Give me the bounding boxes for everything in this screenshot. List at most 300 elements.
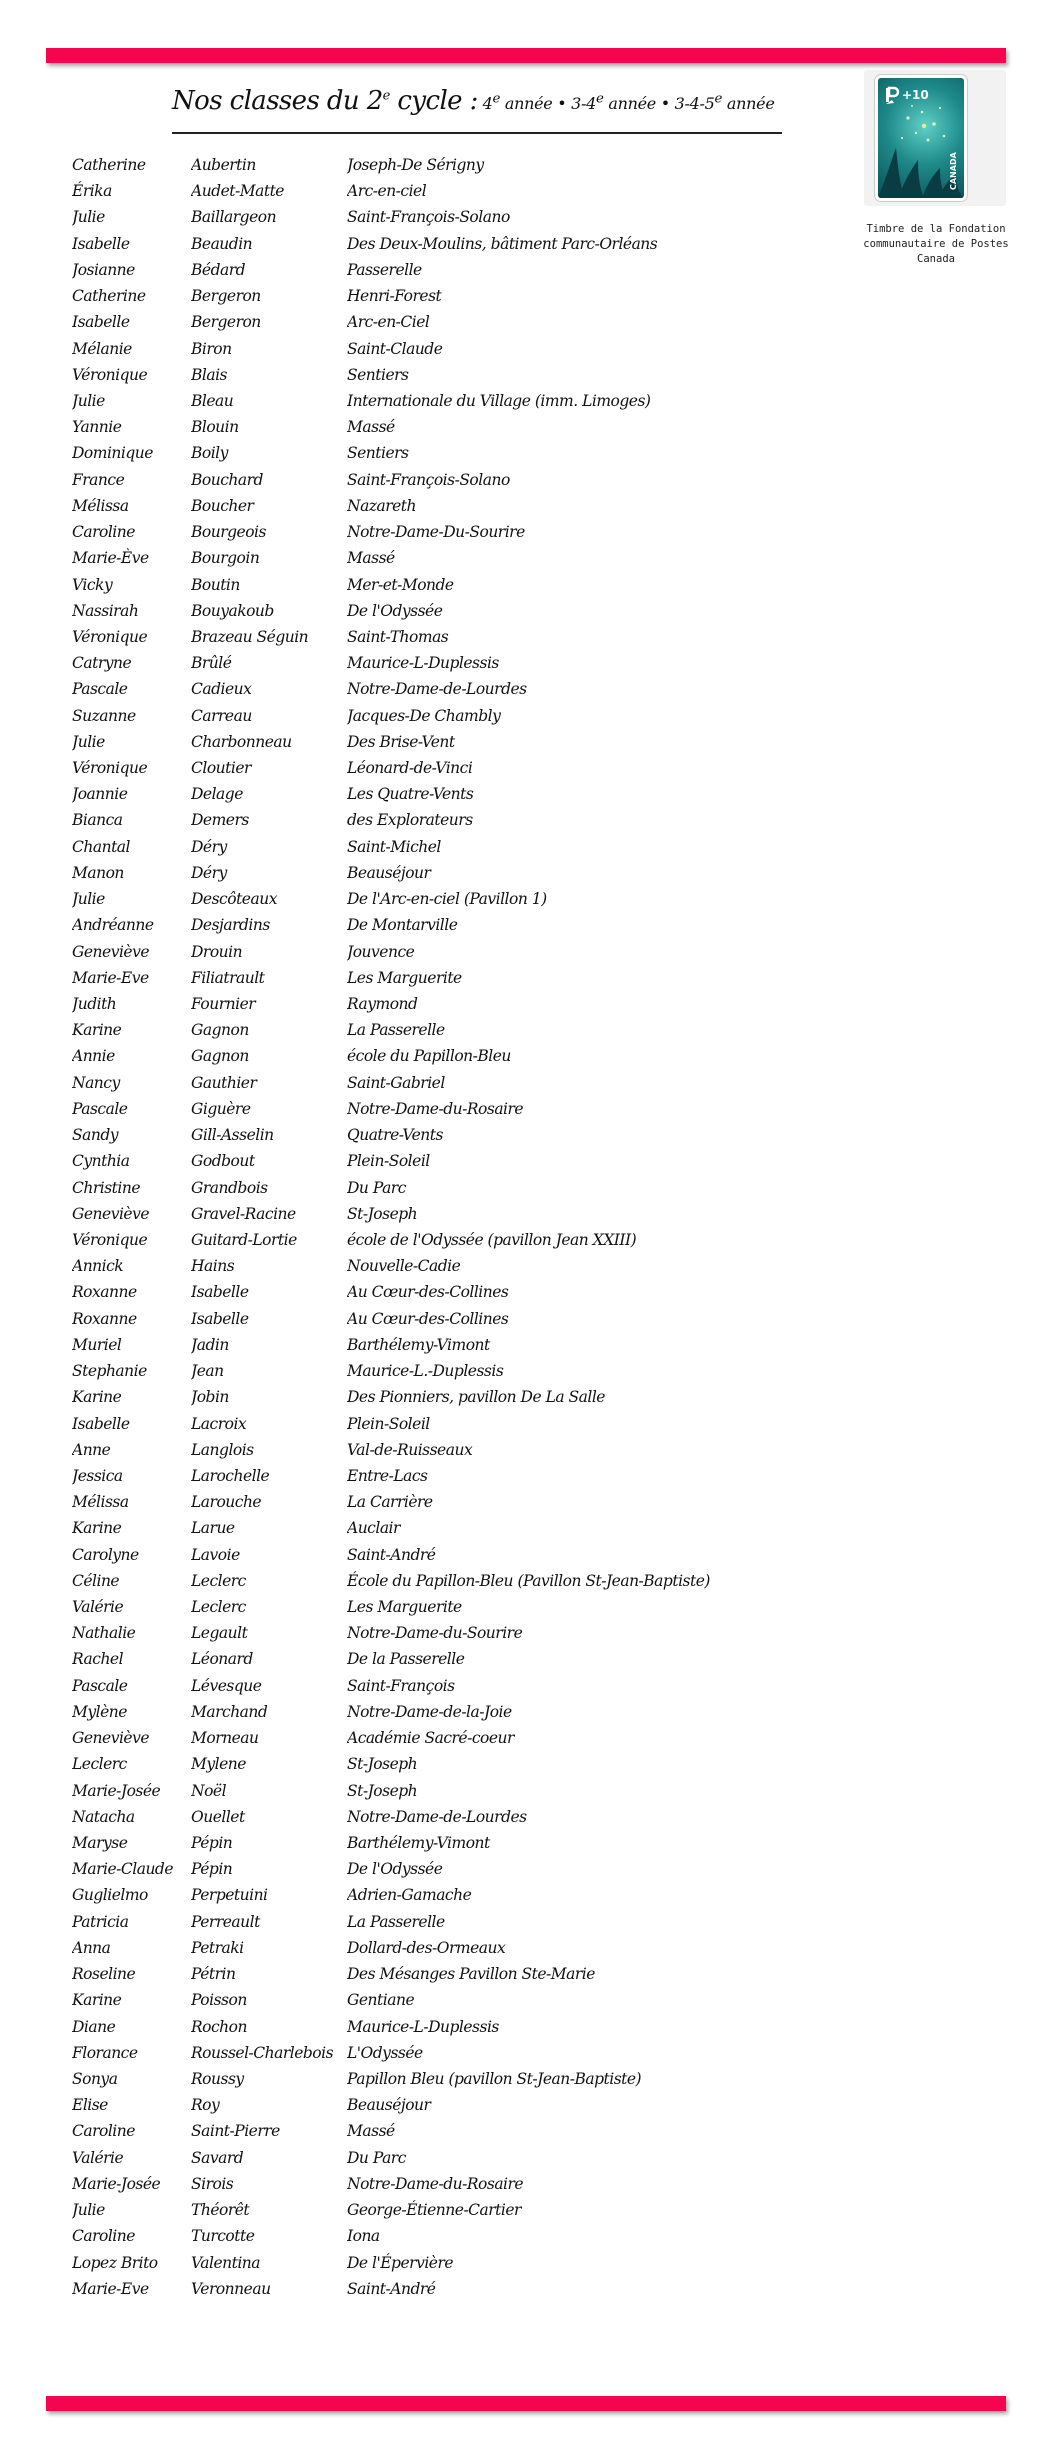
teacher-school: École du Papillon-Bleu (Pavillon St-Jean-Baptiste) [347, 1571, 710, 1590]
teacher-last-name: Brazeau Séguin [191, 627, 309, 646]
teacher-last-name: Bourgeois [191, 523, 266, 542]
teacher-row [72, 912, 832, 938]
teacher-row [72, 2118, 832, 2144]
teacher-school: Maurice-L-Duplessis [347, 2017, 499, 2036]
teacher-last-name: Larue [191, 1519, 235, 1538]
teacher-school: Henri-Forest [347, 287, 442, 306]
teacher-first-name: Karine [72, 1519, 122, 1538]
teacher-row [72, 1673, 832, 1699]
teacher-row [72, 650, 832, 676]
teacher-row [72, 362, 832, 388]
teacher-last-name: Desjardins [191, 916, 270, 935]
teacher-last-name: Boily [191, 444, 228, 463]
teacher-last-name: Charbonneau [191, 732, 292, 751]
bottom-accent-bar [46, 2396, 1006, 2411]
teacher-row [72, 1489, 832, 1515]
teacher-school: La Carrière [347, 1493, 433, 1512]
teacher-last-name: Poisson [191, 1991, 247, 2010]
teacher-last-name: Guitard-Lortie [191, 1230, 297, 1249]
teacher-school: Iona [347, 2227, 380, 2246]
teacher-first-name: Anne [72, 1440, 111, 1459]
teacher-last-name: Blais [191, 365, 228, 384]
teacher-first-name: Sandy [72, 1126, 119, 1145]
teacher-last-name: Pépin [191, 1860, 233, 1879]
teacher-last-name: Roussel-Charlebois [191, 2043, 334, 2062]
teacher-first-name: France [72, 470, 125, 489]
teacher-school: Val-de-Ruisseaux [347, 1440, 473, 1459]
teacher-last-name: Bédard [191, 260, 246, 279]
teacher-school: De l'Épervière [347, 2253, 454, 2272]
teacher-last-name: Aubertin [191, 156, 256, 174]
teacher-last-name: Rochon [191, 2017, 247, 2036]
teacher-list [72, 152, 832, 2302]
teacher-first-name: Caroline [72, 523, 135, 542]
teacher-row [72, 1568, 832, 1594]
teacher-last-name: Marchand [191, 1702, 268, 1721]
teacher-row [72, 1646, 832, 1672]
teacher-first-name: Guglielmo [72, 1886, 148, 1905]
teacher-school: Notre-Dame-du-Sourire [347, 1624, 523, 1643]
teacher-last-name: Roy [191, 2096, 220, 2115]
teacher-school: Plein-Soleil [347, 1152, 430, 1171]
teacher-last-name: Pétrin [191, 1965, 236, 1984]
teacher-row [72, 807, 832, 833]
teacher-row [72, 1987, 832, 2013]
teacher-school: Maurice-L.-Duplessis [347, 1362, 504, 1381]
teacher-row [72, 834, 832, 860]
teacher-first-name: Julie [72, 732, 105, 751]
teacher-last-name: Bourgoin [191, 549, 260, 568]
teacher-first-name: Maryse [72, 1834, 128, 1852]
teacher-row [72, 1856, 832, 1882]
postage-stamp [864, 70, 1006, 206]
teacher-first-name: Florance [72, 2043, 138, 2062]
teacher-school: Du Parc [347, 2148, 406, 2167]
teacher-school: St-Joseph [347, 1781, 418, 1800]
teacher-last-name: Gravel-Racine [191, 1204, 296, 1223]
teacher-last-name: Cadieux [191, 680, 252, 699]
teacher-row [72, 204, 832, 230]
teacher-first-name: Caroline [72, 2227, 135, 2246]
teacher-school: Des Deux-Moulins, bâtiment Parc-Orléans [347, 234, 658, 253]
teacher-first-name: Karine [72, 1388, 122, 1407]
teacher-last-name: Brûlé [191, 654, 232, 673]
teacher-first-name: Jessica [72, 1466, 123, 1485]
teacher-row [72, 1515, 832, 1541]
teacher-school: Beauséjour [347, 2096, 431, 2115]
teacher-first-name: Véronique [72, 365, 148, 384]
teacher-row [72, 729, 832, 755]
teacher-first-name: Marie-Josée [72, 1781, 161, 1800]
teacher-row [72, 1411, 832, 1437]
teacher-first-name: Karine [72, 1021, 122, 1040]
teacher-row [72, 676, 832, 702]
teacher-last-name: Cloutier [191, 759, 251, 778]
teacher-school: St-Joseph [347, 1755, 418, 1774]
teacher-first-name: Christine [72, 1178, 141, 1197]
teacher-row [72, 2197, 832, 2223]
teacher-first-name: Nathalie [72, 1624, 136, 1643]
teacher-school: De la Passerelle [347, 1650, 465, 1669]
teacher-row [72, 2276, 832, 2302]
teacher-row [72, 1935, 832, 1961]
teacher-last-name: Leclerc [191, 1571, 246, 1590]
teacher-row [72, 1699, 832, 1725]
teacher-row [72, 283, 832, 309]
teacher-school: Notre-Dame-du-Rosaire [347, 1099, 524, 1118]
teacher-school: Au Cœur-des-Collines [347, 1309, 509, 1328]
teacher-school: Des Mésanges Pavillon Ste-Marie [347, 1965, 595, 1984]
teacher-last-name: Hains [191, 1257, 235, 1276]
teacher-first-name: Chantal [72, 837, 130, 856]
teacher-school: Barthélemy-Vimont [347, 1335, 490, 1354]
teacher-last-name: Grandbois [191, 1178, 268, 1197]
teacher-first-name: Catherine [72, 287, 146, 306]
teacher-school: Saint-André [347, 1545, 436, 1564]
teacher-row [72, 2223, 832, 2249]
teacher-first-name: Isabelle [72, 1414, 130, 1433]
teacher-last-name: Filiatrault [191, 968, 265, 987]
teacher-school: Notre-Dame-du-Rosaire [347, 2174, 524, 2193]
teacher-last-name: Perreault [191, 1912, 260, 1931]
teacher-row [72, 1830, 832, 1856]
teacher-last-name: Bouchard [191, 470, 263, 489]
teacher-row [72, 1463, 832, 1489]
teacher-last-name: Pépin [191, 1834, 233, 1852]
teacher-school: Nouvelle-Cadie [347, 1257, 461, 1276]
teacher-last-name: Déry [191, 863, 227, 882]
teacher-row [72, 1201, 832, 1227]
teacher-school: Saint-Claude [347, 339, 443, 358]
teacher-first-name: Yannie [72, 418, 122, 437]
teacher-row [72, 991, 832, 1017]
teacher-school: école du Papillon-Bleu [347, 1047, 511, 1066]
teacher-school: Entre-Lacs [347, 1466, 428, 1485]
teacher-row [72, 545, 832, 571]
teacher-last-name: Sirois [191, 2174, 234, 2193]
teacher-school: L'Odyssée [347, 2043, 423, 2062]
teacher-row [72, 598, 832, 624]
teacher-last-name: Godbout [191, 1152, 255, 1171]
teacher-first-name: Geneviève [72, 1729, 150, 1748]
teacher-first-name: Marie-Eve [72, 2279, 149, 2298]
teacher-row [72, 1017, 832, 1043]
teacher-school: Mer-et-Monde [347, 575, 454, 594]
teacher-last-name: Lavoie [191, 1545, 240, 1564]
teacher-first-name: Lopez Brito [72, 2253, 158, 2272]
teacher-school: Notre-Dame-de-Lourdes [347, 1807, 527, 1826]
teacher-first-name: Geneviève [72, 942, 150, 961]
teacher-last-name: Savard [191, 2148, 244, 2167]
teacher-first-name: Bianca [72, 811, 123, 830]
teacher-row [72, 493, 832, 519]
teacher-school: Du Parc [347, 1178, 406, 1197]
teacher-first-name: Roseline [72, 1965, 136, 1984]
teacher-last-name: Valentina [191, 2253, 261, 2272]
teacher-row [72, 1122, 832, 1148]
teacher-first-name: Julie [72, 890, 105, 909]
teacher-row [72, 1227, 832, 1253]
teacher-first-name: Caroline [72, 2122, 135, 2141]
stamp-caption: Timbre de la Fondation communautaire de Postes Canada [863, 223, 1009, 265]
teacher-school: St-Joseph [347, 1204, 418, 1223]
teacher-last-name: Larochelle [191, 1466, 270, 1485]
teacher-school: Notre-Dame-Du-Sourire [347, 523, 525, 542]
teacher-first-name: Elise [72, 2096, 108, 2115]
teacher-last-name: Lévesque [191, 1676, 262, 1695]
teacher-school: Sentiers [347, 365, 409, 384]
teacher-school: Quatre-Vents [347, 1126, 443, 1145]
teacher-school: Jouvence [347, 942, 415, 961]
teacher-school: La Passerelle [347, 1912, 445, 1931]
teacher-school: Des Pionniers, pavillon De La Salle [347, 1388, 605, 1407]
teacher-first-name: Annie [72, 1047, 115, 1066]
teacher-school: Nazareth [347, 496, 417, 515]
teacher-school: Internationale du Village (imm. Limoges) [347, 391, 651, 410]
teacher-row [72, 1175, 832, 1201]
teacher-last-name: Legault [191, 1624, 248, 1643]
teacher-last-name: Lacroix [191, 1414, 247, 1433]
teacher-first-name: Catherine [72, 156, 146, 174]
teacher-first-name: Cynthia [72, 1152, 130, 1171]
teacher-row [72, 414, 832, 440]
teacher-row [72, 781, 832, 807]
teacher-last-name: Jobin [191, 1388, 229, 1407]
teacher-first-name: Diane [72, 2017, 116, 2036]
teacher-last-name: Larouche [191, 1493, 262, 1512]
teacher-first-name: Véronique [72, 1230, 148, 1249]
teacher-first-name: Catryne [72, 654, 132, 673]
teacher-last-name: Langlois [191, 1440, 254, 1459]
teacher-last-name: Ouellet [191, 1807, 245, 1826]
teacher-last-name: Théorêt [191, 2201, 250, 2220]
teacher-school: Passerelle [347, 260, 422, 279]
teacher-school: De l'Arc-en-ciel (Pavillon 1) [347, 890, 547, 909]
teacher-row [72, 1070, 832, 1096]
teacher-school: Arc-en-Ciel [347, 313, 430, 332]
teacher-last-name: Drouin [191, 942, 243, 961]
teacher-school: Des Brise-Vent [347, 732, 455, 751]
teacher-last-name: Gagnon [191, 1047, 249, 1066]
teacher-row [72, 1043, 832, 1069]
teacher-row [72, 2066, 832, 2092]
teacher-first-name: Manon [72, 863, 124, 882]
teacher-school: Saint-François-Solano [347, 470, 510, 489]
title-underline [172, 132, 782, 134]
teacher-last-name: Jean [191, 1362, 224, 1381]
teacher-last-name: Déry [191, 837, 227, 856]
teacher-school: De Montarville [347, 916, 458, 935]
teacher-school: Barthélemy-Vimont [347, 1834, 490, 1852]
teacher-last-name: Bergeron [191, 313, 261, 332]
teacher-row [72, 440, 832, 466]
teacher-last-name: Beaudin [191, 234, 253, 253]
teacher-first-name: Anna [72, 1938, 111, 1957]
teacher-first-name: Stephanie [72, 1362, 147, 1381]
teacher-row [72, 572, 832, 598]
teacher-last-name: Turcotte [191, 2227, 255, 2246]
teacher-last-name: Blouin [191, 418, 239, 437]
svg-text:CANADA: CANADA [949, 152, 958, 190]
teacher-first-name: Marie-Claude [72, 1860, 174, 1879]
teacher-last-name: Roussy [191, 2069, 244, 2088]
teacher-first-name: Isabelle [72, 313, 130, 332]
teacher-row [72, 1096, 832, 1122]
top-accent-bar [46, 48, 1006, 63]
teacher-row [72, 1332, 832, 1358]
teacher-school: Saint-François [347, 1676, 455, 1695]
teacher-row [72, 1279, 832, 1305]
teacher-school: Les Marguerite [347, 1598, 462, 1617]
teacher-row [72, 1594, 832, 1620]
teacher-first-name: Julie [72, 391, 105, 410]
teacher-school: Saint-André [347, 2279, 436, 2298]
teacher-row [72, 1620, 832, 1646]
teacher-first-name: Natacha [72, 1807, 135, 1826]
teacher-first-name: Muriel [72, 1335, 122, 1354]
teacher-first-name: Julie [72, 208, 105, 227]
teacher-row [72, 178, 832, 204]
teacher-last-name: Mylene [191, 1755, 246, 1774]
teacher-school: Massé [347, 418, 395, 437]
teacher-first-name: Joannie [72, 785, 128, 804]
teacher-last-name: Fournier [191, 995, 256, 1013]
teacher-row [72, 1148, 832, 1174]
teacher-row [72, 624, 832, 650]
teacher-school: Plein-Soleil [347, 1414, 430, 1433]
teacher-first-name: Rachel [72, 1650, 124, 1669]
teacher-last-name: Carreau [191, 706, 252, 725]
teacher-last-name: Baillargeon [191, 208, 277, 227]
teacher-last-name: Morneau [191, 1729, 259, 1748]
teacher-row [72, 703, 832, 729]
teacher-first-name: Pascale [72, 1676, 128, 1695]
teacher-row [72, 2014, 832, 2040]
teacher-school: Académie Sacré-coeur [347, 1729, 514, 1748]
teacher-school: Notre-Dame-de-la-Joie [347, 1702, 512, 1721]
teacher-last-name: Gill-Asselin [191, 1126, 274, 1145]
teacher-school: Saint-Gabriel [347, 1073, 445, 1092]
teacher-last-name: Bergeron [191, 287, 261, 306]
teacher-first-name: Isabelle [72, 234, 130, 253]
teacher-school: Maurice-L-Duplessis [347, 654, 499, 673]
teacher-school: Massé [347, 549, 395, 568]
teacher-row [72, 1961, 832, 1987]
teacher-school: La Passerelle [347, 1021, 445, 1040]
teacher-row [72, 2040, 832, 2066]
teacher-first-name: Véronique [72, 759, 148, 778]
teacher-row [72, 1778, 832, 1804]
teacher-first-name: Nassirah [72, 601, 139, 620]
teacher-school: Arc-en-ciel [347, 182, 427, 201]
teacher-school: Dollard-des-Ormeaux [347, 1938, 506, 1957]
teacher-school: Adrien-Gamache [347, 1886, 472, 1905]
teacher-first-name: Geneviève [72, 1204, 150, 1223]
teacher-first-name: Andréanne [72, 916, 154, 935]
teacher-school: Saint-François-Solano [347, 208, 510, 227]
teacher-row [72, 388, 832, 414]
teacher-row [72, 309, 832, 335]
teacher-school: Massé [347, 2122, 395, 2141]
teacher-last-name: Saint-Pierre [191, 2122, 280, 2141]
teacher-first-name: Josianne [72, 260, 135, 279]
teacher-school: George-Étienne-Cartier [347, 2201, 521, 2220]
teacher-school: De l'Odyssée [347, 1860, 443, 1879]
teacher-first-name: Dominique [72, 444, 153, 463]
teacher-row [72, 1542, 832, 1568]
teacher-first-name: Karine [72, 1991, 122, 2010]
teacher-row [72, 1725, 832, 1751]
teacher-school: Auclair [347, 1519, 400, 1538]
teacher-first-name: Marie-Eve [72, 968, 149, 987]
teacher-first-name: Marie-Ève [72, 549, 149, 568]
teacher-first-name: Valérie [72, 1598, 124, 1617]
teacher-first-name: Sonya [72, 2069, 118, 2088]
teacher-first-name: Mélissa [72, 1493, 129, 1512]
teacher-school: des Explorateurs [347, 811, 473, 830]
teacher-row [72, 1437, 832, 1463]
teacher-first-name: Patricia [72, 1912, 129, 1931]
teacher-first-name: Céline [72, 1571, 120, 1590]
teacher-row [72, 2250, 832, 2276]
teacher-last-name: Perpetuini [191, 1886, 268, 1905]
teacher-first-name: Roxanne [72, 1309, 137, 1328]
teacher-row [72, 1306, 832, 1332]
teacher-last-name: Giguère [191, 1099, 251, 1118]
teacher-row [72, 231, 832, 257]
teacher-row [72, 467, 832, 493]
teacher-row [72, 755, 832, 781]
teacher-row [72, 152, 832, 178]
teacher-row [72, 860, 832, 886]
teacher-last-name: Petraki [191, 1938, 244, 1957]
teacher-row [72, 1253, 832, 1279]
teacher-row [72, 1804, 832, 1830]
teacher-first-name: Suzanne [72, 706, 136, 725]
teacher-first-name: Vicky [72, 575, 113, 594]
teacher-row [72, 965, 832, 991]
teacher-last-name: Audet-Matte [191, 182, 284, 201]
teacher-row [72, 886, 832, 912]
teacher-last-name: Boucher [191, 496, 254, 515]
teacher-row [72, 257, 832, 283]
teacher-first-name: Annick [72, 1257, 124, 1276]
teacher-last-name: Léonard [191, 1650, 253, 1669]
teacher-first-name: Nancy [72, 1073, 120, 1092]
teacher-school: Gentiane [347, 1991, 415, 2010]
stamp-image [878, 78, 964, 198]
teacher-last-name: Isabelle [191, 1309, 249, 1328]
teacher-school: Les Marguerite [347, 968, 462, 987]
teacher-last-name: Bleau [191, 391, 234, 410]
teacher-first-name: Mélanie [72, 339, 132, 358]
teacher-last-name: Isabelle [191, 1283, 249, 1302]
teacher-last-name: Gauthier [191, 1073, 257, 1092]
teacher-last-name: Gagnon [191, 1021, 249, 1040]
teacher-school: Léonard-de-Vinci [347, 759, 473, 778]
teacher-school: De l'Odyssée [347, 601, 443, 620]
teacher-first-name: Marie-Josée [72, 2174, 161, 2193]
teacher-row [72, 2171, 832, 2197]
teacher-first-name: Pascale [72, 1099, 128, 1118]
teacher-row [72, 1909, 832, 1935]
teacher-row [72, 1882, 832, 1908]
teacher-last-name: Veronneau [191, 2279, 271, 2298]
teacher-last-name: Descôteaux [191, 890, 277, 909]
teacher-first-name: Judith [72, 995, 117, 1013]
teacher-first-name: Mélissa [72, 496, 129, 515]
teacher-school: Raymond [347, 995, 418, 1013]
